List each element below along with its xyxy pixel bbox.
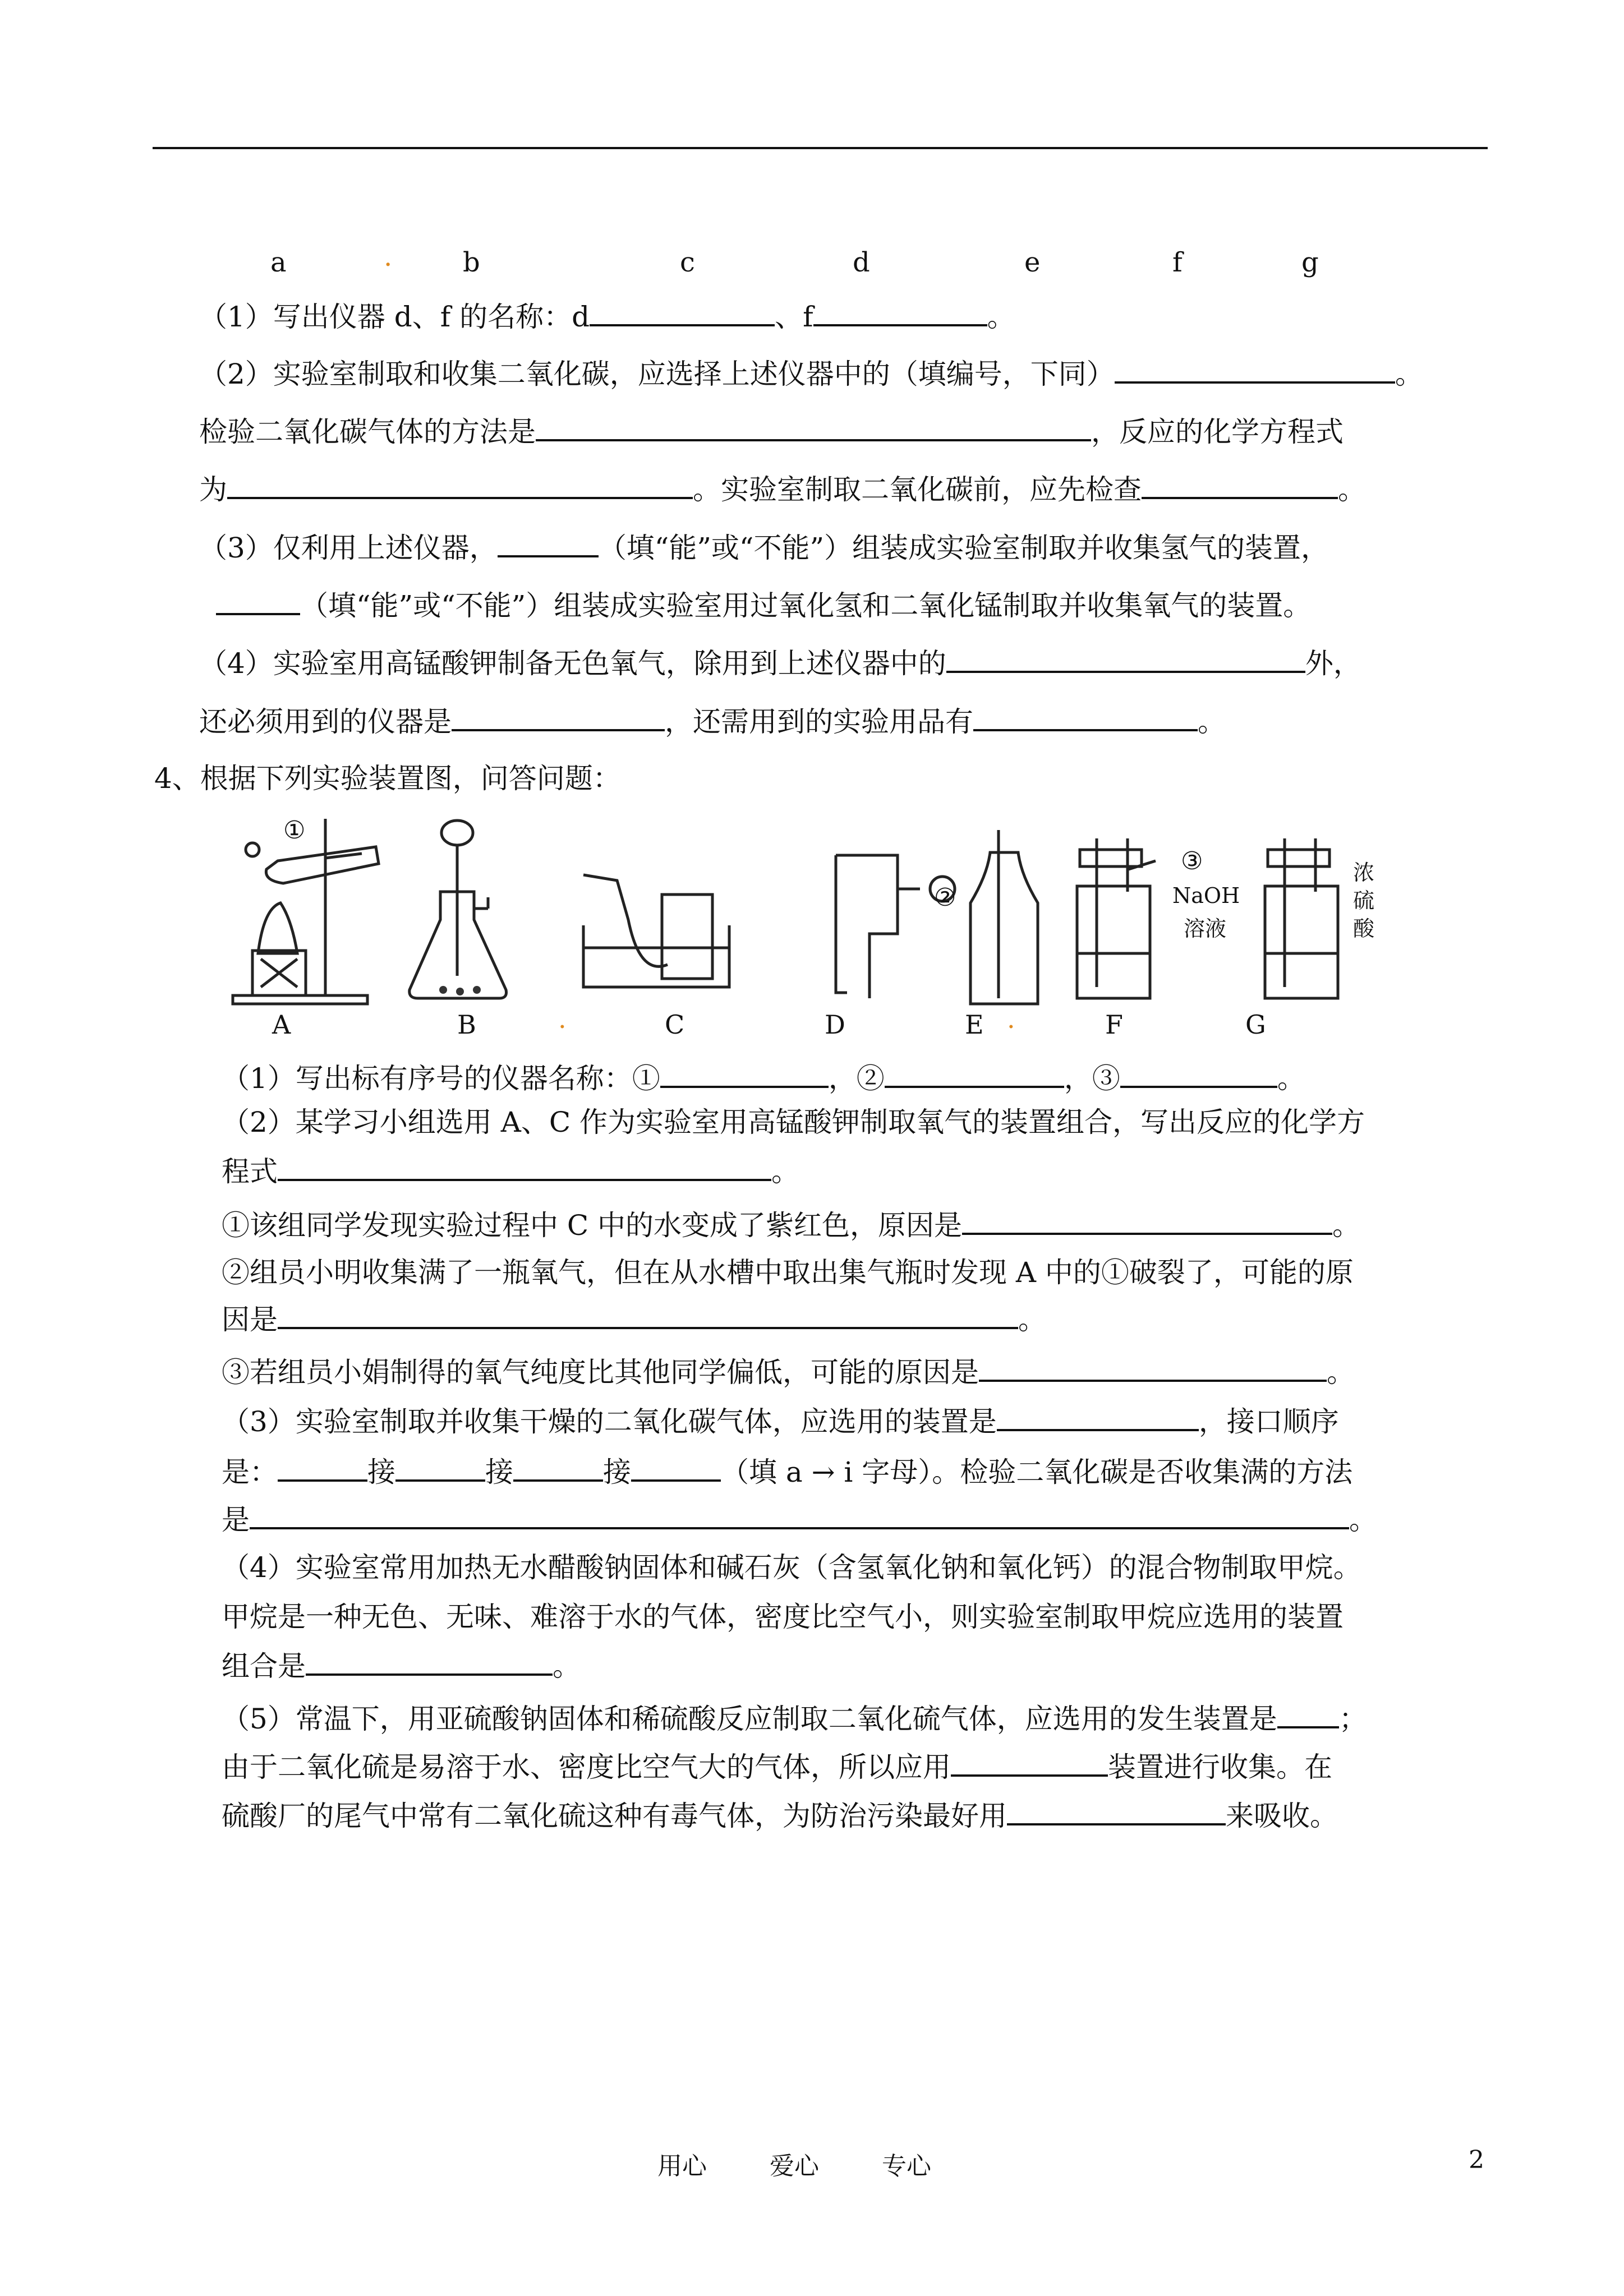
conc-label: 浓 [1353, 860, 1375, 885]
apparatus-c-drawing [583, 875, 729, 987]
answer-blank[interactable] [660, 1059, 829, 1088]
answer-blank[interactable] [278, 1152, 771, 1181]
answer-blank[interactable] [278, 1453, 367, 1482]
header-rule [153, 147, 1488, 149]
q3-line-4: 为 。实验室制取二氧化碳前，应先检查 。 [199, 470, 1366, 508]
q4-line-2: （2）某学习小组选用 A、C 作为实验室用高锰酸钾制取氧气的装置组合，写出反应的化学方 [222, 1106, 1365, 1138]
answer-blank[interactable] [536, 412, 1091, 441]
q4-line-9: 是： 接 接 接 （填 a → i 字母）。检验二氧化碳是否收集满的方法 [222, 1453, 1352, 1491]
page-number: 2 [1469, 2146, 1484, 2174]
apparatus-b-drawing [410, 820, 507, 998]
solution-label: 溶液 [1184, 916, 1227, 941]
answer-blank[interactable] [951, 1748, 1108, 1777]
answer-blank[interactable] [250, 1500, 1349, 1529]
decor-dot: . [384, 241, 393, 273]
q3-line-5: （3）仅利用上述仪器， （填“能”或“不能”）组装成实验室制取并收集氢气的装置， [199, 528, 1329, 566]
q3-line-1: （1）写出仪器 d、f 的名称：d 、f 。 [199, 297, 1015, 335]
apparatus-a-drawing [233, 819, 379, 1004]
apparatus-d-drawing [836, 855, 955, 998]
q4-line-8: （3）实验室制取并收集干燥的二氧化碳气体，应选用的装置是 ，接口顺序 [222, 1402, 1339, 1440]
decor-dot: . [1007, 1004, 1015, 1034]
instrument-label-d: d [853, 247, 870, 278]
q4-line-1: （1）写出标有序号的仪器名称：① ，② ，③ 。 [222, 1059, 1305, 1097]
answer-blank[interactable] [631, 1453, 721, 1482]
q4-line-14: （5）常温下，用亚硫酸钠固体和稀硫酸反应制取二氧化硫气体，应选用的发生装置是 ； [222, 1699, 1367, 1737]
sulfur-label: 硫 [1353, 888, 1375, 913]
q3-line-6: （填“能”或“不能”）组装成实验室用过氧化氢和二氧化锰制取并收集氧气的装置。 [216, 586, 1311, 624]
apparatus-f-drawing [1077, 838, 1156, 998]
instrument-label-f: f [1172, 247, 1183, 278]
q4-line-3: 程式 。 [222, 1152, 799, 1190]
answer-blank[interactable] [590, 297, 775, 326]
q4-line-5: ②组员小明收集满了一瓶氧气，但在从水槽中取出集气瓶时发现 A 中的①破裂了，可能的原 [222, 1256, 1354, 1289]
apparatus-label-a: A [272, 1009, 291, 1040]
footer-word-2: 爱心 [770, 2152, 819, 2180]
answer-blank[interactable] [306, 1647, 553, 1676]
answer-blank[interactable] [997, 1402, 1199, 1431]
acid-label: 酸 [1353, 916, 1375, 941]
q3-line-3: 检验二氧化碳气体的方法是 ，反应的化学方程式 [199, 412, 1344, 450]
q4-line-6: 因是 。 [222, 1300, 1046, 1338]
apparatus-label-b: B [457, 1009, 476, 1040]
instrument-label-b: b [463, 247, 480, 278]
q4-line-15: 由于二氧化硫是易溶于水、密度比空气大的气体，所以应用 装置进行收集。在 [222, 1748, 1332, 1786]
circle-2-label: ② [934, 883, 956, 912]
instrument-label-e: e [1024, 247, 1041, 278]
answer-blank[interactable] [946, 644, 1305, 673]
q4-line-7: ③若组员小娟制得的氧气纯度比其他同学偏低，可能的原因是 。 [222, 1353, 1355, 1391]
q4-title: 4、根据下列实验装置图，问答问题： [154, 762, 621, 795]
answer-blank[interactable] [395, 1453, 485, 1482]
instrument-label-a: a [270, 247, 287, 278]
answer-blank[interactable] [278, 1300, 1018, 1329]
answer-blank[interactable] [885, 1059, 1064, 1088]
q3-line-8: 还必须用到的仪器是 ，还需用到的实验用品有 。 [199, 702, 1226, 740]
answer-blank[interactable] [962, 1206, 1332, 1235]
apparatus-e-drawing [970, 830, 1038, 1004]
naoh-label: NaOH [1172, 883, 1240, 908]
answer-blank[interactable] [1120, 1059, 1277, 1088]
apparatus-label-g: G [1245, 1009, 1266, 1040]
answer-blank[interactable] [513, 1453, 603, 1482]
answer-blank[interactable] [1007, 1796, 1226, 1825]
q4-line-13: 组合是 。 [222, 1647, 581, 1685]
answer-blank[interactable] [227, 470, 693, 499]
instrument-label-c: c [680, 247, 695, 278]
decor-dot: . [558, 1004, 567, 1034]
answer-blank[interactable] [1115, 354, 1395, 384]
q4-line-16: 硫酸厂的尾气中常有二氧化硫这种有毒气体，为防治污染最好用 来吸收。 [222, 1796, 1338, 1834]
footer-word-3: 专心 [882, 2152, 931, 2180]
q4-line-4: ①该组同学发现实验过程中 C 中的水变成了紫红色，原因是 。 [222, 1206, 1360, 1244]
apparatus-label-f: F [1105, 1009, 1123, 1040]
circle-1-label: ① [283, 816, 306, 845]
answer-blank[interactable] [973, 702, 1198, 731]
answer-blank[interactable] [452, 702, 665, 731]
q4-line-12: 甲烷是一种无色、无味、难溶于水的气体，密度比空气小，则实验室制取甲烷应选用的装置 [222, 1601, 1344, 1633]
q3-line-7: （4）实验室用高锰酸钾制备无色氧气，除用到上述仪器中的 外， [199, 644, 1361, 682]
instrument-label-g: g [1301, 247, 1319, 278]
answer-blank[interactable] [1277, 1699, 1339, 1728]
answer-blank[interactable] [979, 1353, 1327, 1382]
apparatus-label-e: E [965, 1009, 984, 1040]
answer-blank[interactable] [813, 297, 987, 326]
q4-line-10: 是 。 [222, 1500, 1377, 1538]
apparatus-label-c: C [665, 1009, 685, 1040]
q4-line-11: （4）实验室常用加热无水醋酸钠固体和碱石灰（含氢氧化钠和氧化钙）的混合物制取甲烷。 [222, 1551, 1361, 1584]
footer-word-1: 用心 [657, 2152, 707, 2180]
apparatus-g-drawing [1265, 838, 1338, 998]
apparatus-figure [224, 808, 1402, 1009]
answer-blank[interactable] [1142, 470, 1338, 499]
answer-blank[interactable] [216, 586, 300, 615]
answer-blank[interactable] [498, 528, 599, 557]
apparatus-label-d: D [825, 1009, 845, 1040]
circle-3-label: ③ [1181, 847, 1203, 875]
q3-line-2: （2）实验室制取和收集二氧化碳，应选择上述仪器中的（填编号，下同） 。 [199, 354, 1423, 393]
